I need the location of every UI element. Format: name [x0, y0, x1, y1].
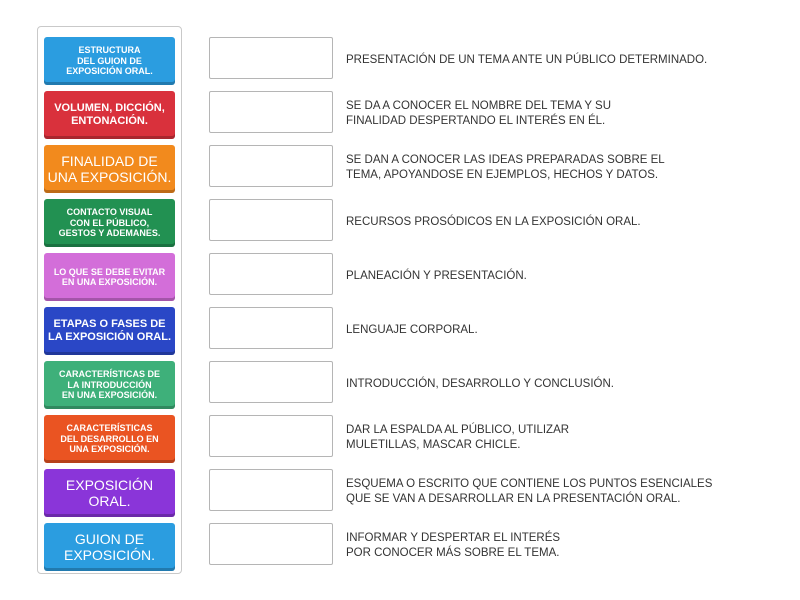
description-text: SE DA A CONOCER EL NOMBRE DEL TEMA Y SU FINALIDAD DESPERTANDO EL INTERÉS EN ÉL.: [346, 100, 612, 127]
drop-target-box[interactable]: [209, 361, 333, 403]
drop-target-box[interactable]: [209, 307, 333, 349]
draggable-tile[interactable]: FINALIDAD DE UNA EXPOSICIÓN.: [44, 145, 175, 193]
draggable-tile[interactable]: GUION DE EXPOSICIÓN.: [44, 523, 175, 571]
drop-target-box[interactable]: [209, 145, 333, 187]
drop-target-box[interactable]: [209, 199, 333, 241]
draggable-tile[interactable]: EXPOSICIÓN ORAL.: [44, 469, 175, 517]
description-text: INFORMAR Y DESPERTAR EL INTERÉS POR CONOCER MÁS SOBRE EL TEMA.: [346, 532, 561, 559]
drop-target-box[interactable]: [209, 91, 333, 133]
description-text: ESQUEMA O ESCRITO QUE CONTIENE LOS PUNTOS ESENCIALES QUE SE VAN A DESARROLLAR EN LA PRESENTACIÓN ORAL.: [346, 478, 713, 505]
drop-target-box[interactable]: [209, 415, 333, 457]
drop-target-box[interactable]: [209, 37, 333, 79]
description-text: SE DAN A CONOCER LAS IDEAS PREPARADAS SOBRE EL TEMA, APOYANDOSE EN EJEMPLOS, HECHOS Y DATOS.: [346, 154, 665, 181]
description-text: PRESENTACIÓN DE UN TEMA ANTE UN PÚBLICO DETERMINADO.: [346, 53, 708, 66]
draggable-tile[interactable]: CARACTERÍSTICAS DEL DESARROLLO EN UNA EXPOSICIÓN.: [44, 415, 175, 463]
drop-target-box[interactable]: [209, 469, 333, 511]
draggable-tile[interactable]: CONTACTO VISUAL CON EL PÚBLICO, GESTOS Y ADEMANES.: [44, 199, 175, 247]
draggable-tile[interactable]: CARACTERÍSTICAS DE LA INTRODUCCIÓN EN UNA EXPOSICIÓN.: [44, 361, 175, 409]
draggable-tile[interactable]: LO QUE SE DEBE EVITAR EN UNA EXPOSICIÓN.: [44, 253, 175, 301]
description-text: INTRODUCCIÓN, DESARROLLO Y CONCLUSIÓN.: [346, 377, 614, 390]
draggable-tile[interactable]: ESTRUCTURA DEL GUION DE EXPOSICIÓN ORAL.: [44, 37, 175, 85]
draggable-tile[interactable]: ETAPAS O FASES DE LA EXPOSICIÓN ORAL.: [44, 307, 175, 355]
description-text: PLANEACIÓN Y PRESENTACIÓN.: [346, 269, 527, 282]
drop-target-box[interactable]: [209, 523, 333, 565]
tiles-panel: [37, 26, 182, 574]
draggable-tile[interactable]: VOLUMEN, DICCIÓN, ENTONACIÓN.: [44, 91, 175, 139]
description-text: DAR LA ESPALDA AL PÚBLICO, UTILIZAR MULETILLAS, MASCAR CHICLE.: [346, 424, 570, 451]
drop-target-box[interactable]: [209, 253, 333, 295]
description-text: LENGUAJE CORPORAL.: [346, 323, 478, 336]
description-text: RECURSOS PROSÓDICOS EN LA EXPOSICIÓN ORAL.: [346, 215, 641, 228]
